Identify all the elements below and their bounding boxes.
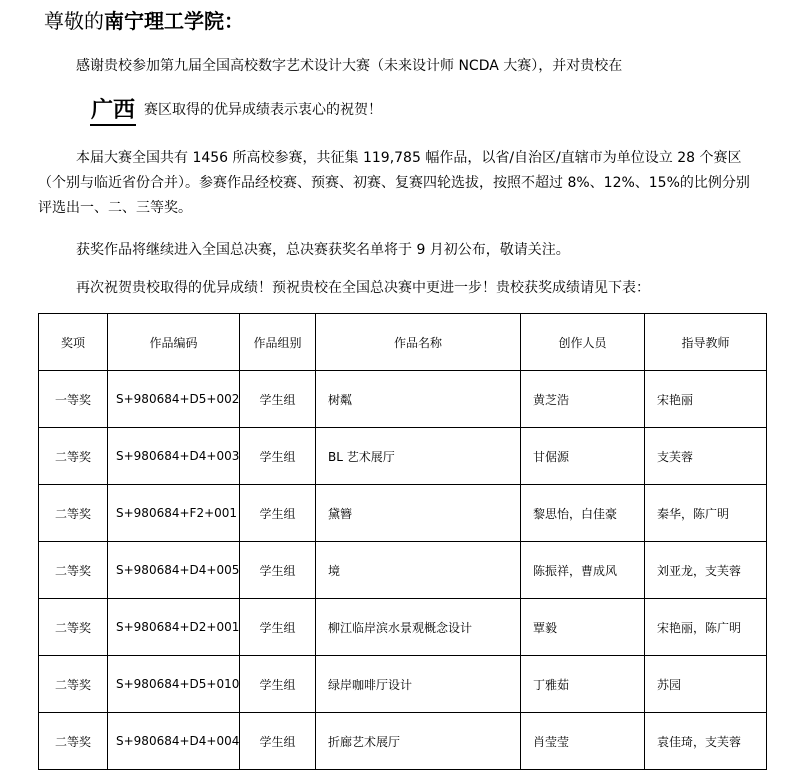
cell-award: 二等奖 — [39, 713, 108, 770]
school-name: 南宁理工学院： — [104, 9, 244, 33]
cell-creators: 甘倨源 — [521, 428, 645, 485]
cell-award: 一等奖 — [39, 371, 108, 428]
cell-code: S+980684+D5+002 — [108, 371, 240, 428]
table-row — [39, 542, 767, 599]
region-congrats: 赛区取得的优异成绩表示衷心的祝贺！ — [144, 102, 383, 118]
competition-info-paragraph: 本届大赛全国共有 1456 所高校参赛，共征集 119,785 幅作品，以省/自治区/直辖市为单位设立 28 个赛区（个别与临近省份合并）。参赛作品经校赛、预赛、初赛、复赛四轮选拔，按照不超过 8%、12%、15%的比例分别评选出一、二、三等奖。 — [38, 150, 750, 216]
cell-award: 二等奖 — [39, 542, 108, 599]
cell-award: 二等奖 — [39, 485, 108, 542]
cell-title: 树粼 — [316, 371, 521, 428]
cell-advisors: 袁佳琦，支芙蓉 — [645, 713, 767, 770]
award-table — [38, 313, 767, 770]
closing-paragraph: 再次祝贺贵校取得的优异成绩！预祝贵校在全国总决赛中更进一步！贵校获奖成绩请见下表： — [76, 280, 650, 296]
cell-code: S+980684+F2+001 — [108, 485, 240, 542]
cell-creators: 覃毅 — [521, 599, 645, 656]
cell-code: S+980684+D4+003 — [108, 428, 240, 485]
greeting-prefix: 尊敬的 — [44, 9, 104, 33]
header-advisors: 指导教师 — [645, 314, 767, 371]
cell-advisors: 宋艳丽 — [645, 371, 767, 428]
header-award: 奖项 — [39, 314, 108, 371]
table-row — [39, 485, 767, 542]
cell-title: 折廊艺术展厅 — [316, 713, 521, 770]
cell-creators: 黄芝浩 — [521, 371, 645, 428]
table-row — [39, 599, 767, 656]
cell-advisors: 苏园 — [645, 656, 767, 713]
cell-award: 二等奖 — [39, 656, 108, 713]
table-header-row — [39, 314, 767, 371]
region-line — [90, 98, 382, 126]
header-group: 作品组别 — [240, 314, 316, 371]
cell-code: S+980684+D4+005 — [108, 542, 240, 599]
cell-creators: 黎思怡，白佳豪 — [521, 485, 645, 542]
intro-paragraph: 感谢贵校参加第九届全国高校数字艺术设计大赛（未来设计师 NCDA 大赛），并对贵校在 — [76, 58, 623, 74]
region-name: 广西 — [90, 98, 136, 126]
cell-code: S+980684+D4+004 — [108, 713, 240, 770]
table-row — [39, 656, 767, 713]
cell-creators: 肖莹莹 — [521, 713, 645, 770]
table-row — [39, 428, 767, 485]
cell-group: 学生组 — [240, 656, 316, 713]
cell-advisors: 宋艳丽，陈广明 — [645, 599, 767, 656]
cell-award: 二等奖 — [39, 599, 108, 656]
cell-advisors: 刘亚龙，支芙蓉 — [645, 542, 767, 599]
cell-code: S+980684+D5+010 — [108, 656, 240, 713]
cell-advisors: 支芙蓉 — [645, 428, 767, 485]
header-code: 作品编码 — [108, 314, 240, 371]
cell-title: 绿岸咖啡厅设计 — [316, 656, 521, 713]
cell-group: 学生组 — [240, 542, 316, 599]
finals-notice-paragraph: 获奖作品将继续进入全国总决赛，总决赛获奖名单将于 9 月初公布，敬请关注。 — [76, 242, 570, 258]
cell-advisors: 秦华，陈广明 — [645, 485, 767, 542]
cell-title: 柳江临岸滨水景观概念设计 — [316, 599, 521, 656]
table-row — [39, 371, 767, 428]
cell-group: 学生组 — [240, 713, 316, 770]
cell-creators: 丁雅茹 — [521, 656, 645, 713]
cell-group: 学生组 — [240, 599, 316, 656]
cell-title: BL 艺术展厅 — [316, 428, 521, 485]
cell-creators: 陈振祥，曹成风 — [521, 542, 645, 599]
cell-code: S+980684+D2+001 — [108, 599, 240, 656]
header-title: 作品名称 — [316, 314, 521, 371]
cell-title: 境 — [316, 542, 521, 599]
header-creators: 创作人员 — [521, 314, 645, 371]
table-row — [39, 713, 767, 770]
greeting-line — [44, 8, 244, 34]
cell-group: 学生组 — [240, 371, 316, 428]
cell-group: 学生组 — [240, 428, 316, 485]
cell-award: 二等奖 — [39, 428, 108, 485]
cell-title: 黛簪 — [316, 485, 521, 542]
cell-group: 学生组 — [240, 485, 316, 542]
